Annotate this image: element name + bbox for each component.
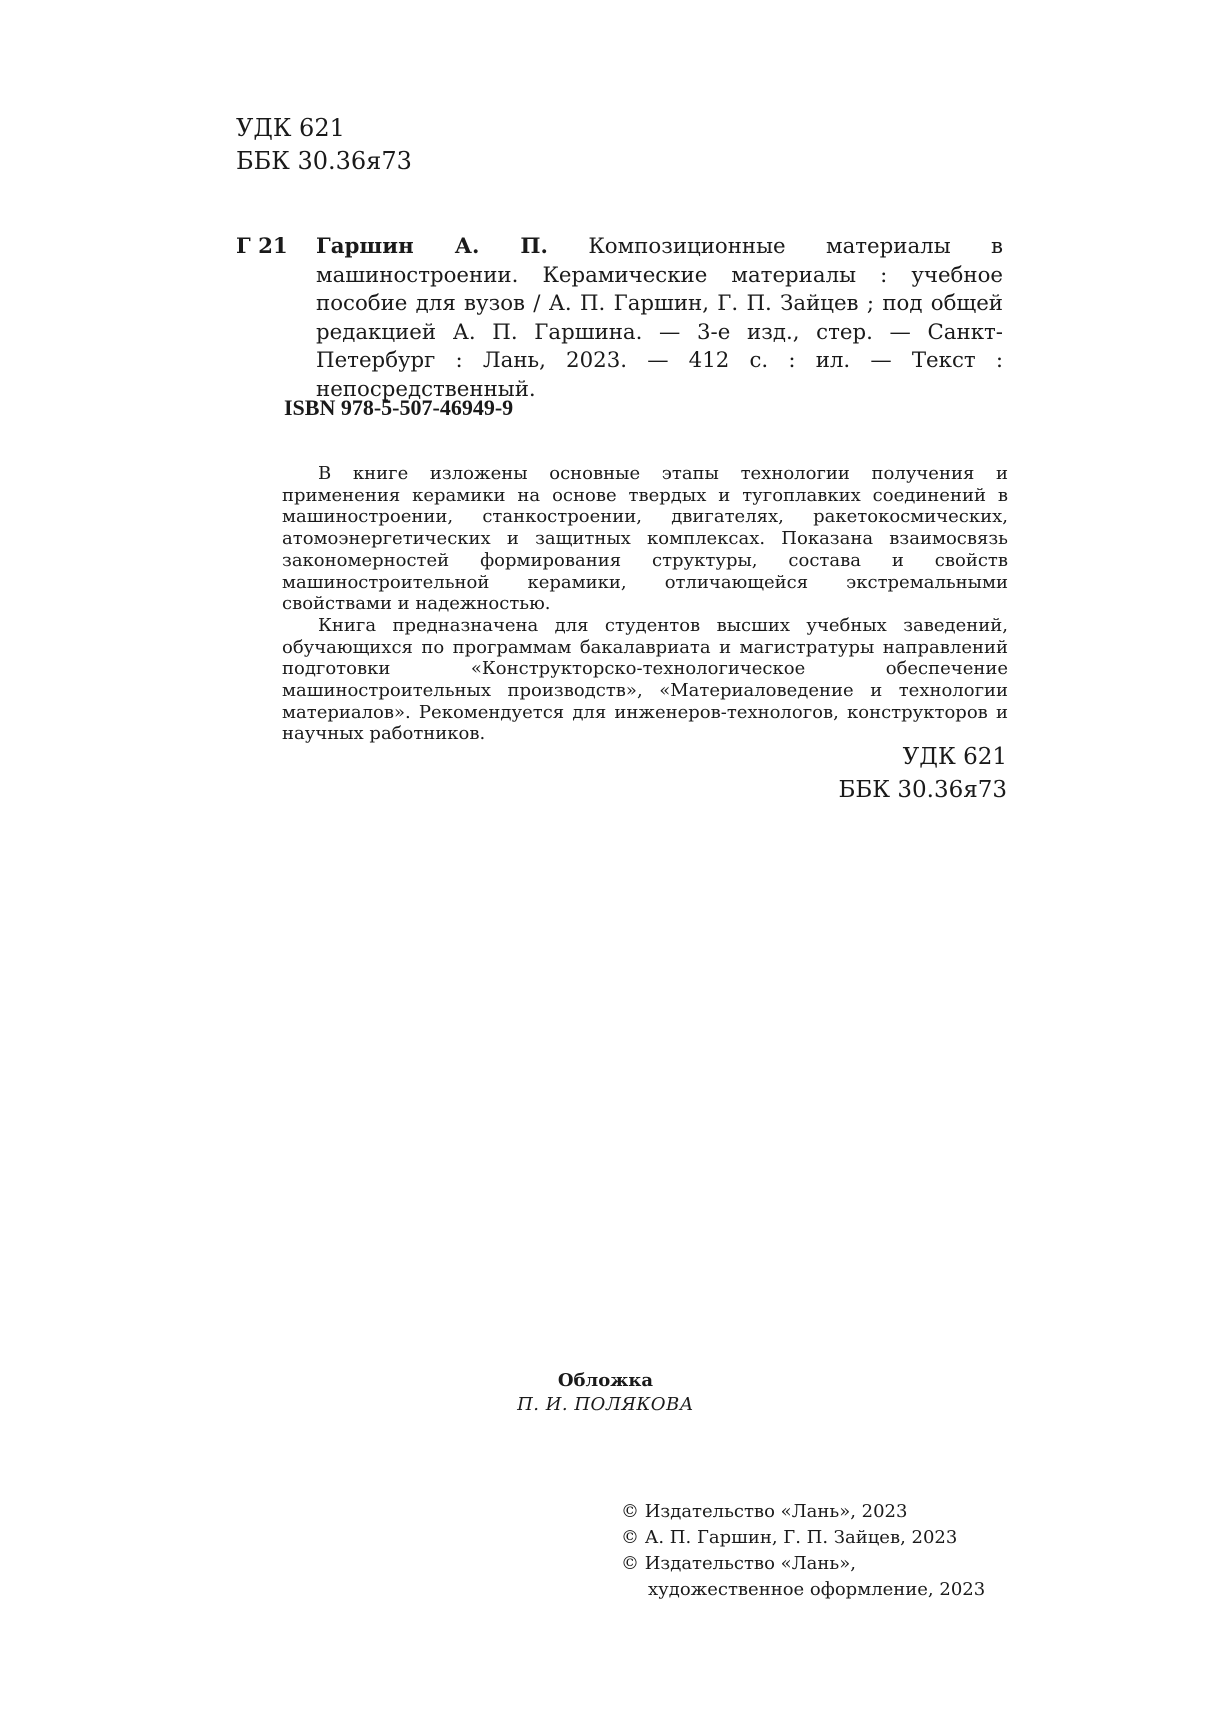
annotation-paragraph: Книга предназначена для студентов высших учебных заведений, обучающихся по программам бакалавриата и магистратуры направлений подготовки «Конструкторско-технологическое обеспечение машиностроительных производств», «Материаловедение и технологии материалов». Рекомендуется для инженеров-технологов, конструкторов и научных работников. — [282, 614, 1008, 745]
author-mark: Г 21 — [236, 234, 288, 259]
isbn: ISBN 978-5-507-46949-9 — [284, 395, 514, 420]
cover-credit-title: Обложка — [557, 1370, 654, 1391]
copyright-line: художественное оформление, 2023 — [648, 1579, 986, 1600]
annotation-paragraph: В книге изложены основные этапы технологии получения и применения керамики на основе твердых и тугоплавких соединений в машиностроении, станкостроении, двигателях, ракетокосмических, атомоэнергетических и защитных комплексах. Показана взаимосвязь закономерностей формирования структуры, состава и свойств машиностроительной керамики, отличающейся экстремальными свойствами и надежностью. — [282, 463, 1008, 615]
udk-code: УДК 621 — [902, 744, 1007, 770]
cover-credit — [0, 1369, 1211, 1417]
bbk-code: ББК 30.36я73 — [838, 777, 1007, 803]
copyright-line: © Издательство «Лань», — [621, 1553, 856, 1574]
copyright-block — [621, 1499, 985, 1603]
annotation — [282, 463, 1008, 745]
classification-top — [236, 112, 412, 178]
author-name: Гаршин А. П. — [316, 234, 548, 259]
udk-code: УДК 621 — [236, 114, 345, 142]
classification-bottom — [838, 741, 1007, 807]
bbk-code: ББК 30.36я73 — [236, 147, 412, 175]
copyright-line: © Издательство «Лань», 2023 — [621, 1501, 908, 1522]
catalog-entry — [236, 233, 1003, 404]
cover-designer-name: П. И. ПОЛЯКОВА — [517, 1394, 694, 1415]
bibliographic-description — [316, 233, 1003, 404]
bibliographic-text: Композиционные материалы в машиностроении. Керамические материалы : учебное пособие для вузов / А. П. Гаршин, Г. П. Зайцев ; под общей редакцией А. П. Гаршина. — 3-е изд., стер. — Санкт-Петербург : Лань, 2023. — 412 с. : ил. — Текст : непосредственный. — [316, 234, 1004, 402]
copyright-line: © А. П. Гаршин, Г. П. Зайцев, 2023 — [621, 1527, 958, 1548]
